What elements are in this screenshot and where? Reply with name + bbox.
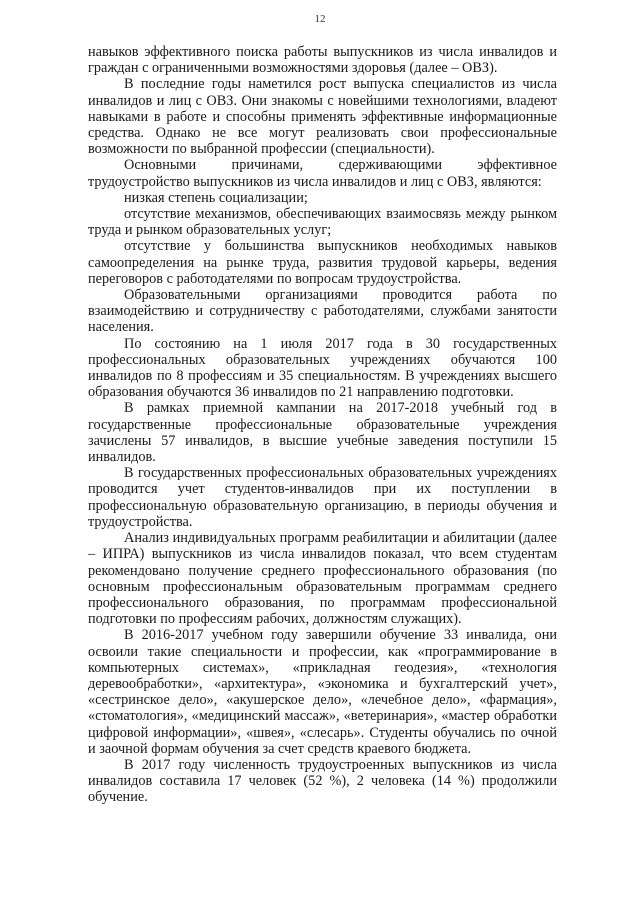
paragraph: В 2016-2017 учебном году завершили обучение 33 инвалида, они освоили такие специальности и профессии, как «программирование в компьютерных системах», «прикладная геодезия», «технология деревообработки», «архитектура», «экономика и бухгалтерский учет», «сестринское дело», «акушерское дело», «лечебное дело», «фармация», «стоматология», «медицинский массаж», «ветеринария», «мастер обработки цифровой информации», «швея», «слесарь». Студенты обучались по очной и заочной формам обучения за счет средств краевого бюджета. <box>88 627 557 757</box>
paragraph: В рамках приемной кампании на 2017-2018 учебный год в государственные профессиональные образовательные учреждения зачислены 57 инвалидов, в высшие учебные заведения поступили 15 инвалидов. <box>88 400 557 466</box>
paragraph: Образовательными организациями проводится работа по взаимодействию и сотрудничеству с работодателями, службами занятости населения. <box>88 287 557 336</box>
paragraph: В последние годы наметился рост выпуска специалистов из числа инвалидов и лиц с ОВЗ. Они знакомы с новейшими технологиями, владеют навыками в работе и способны применять эффективные информационные средства. Однако не все могут реализовать свои профессиональные возможности по выбранной профессии (специальности). <box>88 76 557 158</box>
paragraph: навыков эффективного поиска работы выпускников из числа инвалидов и граждан с ограниченными возможностями здоровья (далее – ОВЗ). <box>88 44 557 77</box>
paragraph: Анализ индивидуальных программ реабилитации и абилитации (далее – ИПРА) выпускников из числа инвалидов показал, что всем студентам рекомендовано получение среднего профессионального образования (по основным профессиональным образовательным программам среднего профессионального образования, по программам профессиональной подготовки по профессиям рабочих, должностям служащих). <box>88 530 557 628</box>
document-body <box>88 44 557 806</box>
list-item: отсутствие механизмов, обеспечивающих взаимосвязь между рынком труда и рынком образовательных услуг; <box>88 206 557 239</box>
paragraph: По состоянию на 1 июля 2017 года в 30 государственных профессиональных образовательных учреждениях обучаются 100 инвалидов по 8 профессиям и 35 специальностям. В учреждениях высшего образования обучаются 36 инвалидов по 21 направлению подготовки. <box>88 335 557 401</box>
paragraph: В государственных профессиональных образовательных учреждениях проводится учет студентов-инвалидов при их поступлении в профессиональную образовательную организацию, в периоды обучения и трудоустройства. <box>88 465 557 530</box>
page-number: 12 <box>314 13 326 25</box>
list-item: отсутствие у большинства выпускников необходимых навыков самоопределения на рынке труда, развития трудовой карьеры, ведения переговоров с работодателями по вопросам трудоустройства. <box>88 238 557 287</box>
list-item: низкая степень социализации; <box>124 189 308 206</box>
paragraph: Основными причинами, сдерживающими эффективное трудоустройство выпускников из числа инвалидов и лиц с ОВЗ, являются: <box>88 157 557 190</box>
paragraph: В 2017 году численность трудоустроенных выпускников из числа инвалидов составила 17 человек (52 %), 2 человека (14 %) продолжили обучение. <box>88 756 557 806</box>
